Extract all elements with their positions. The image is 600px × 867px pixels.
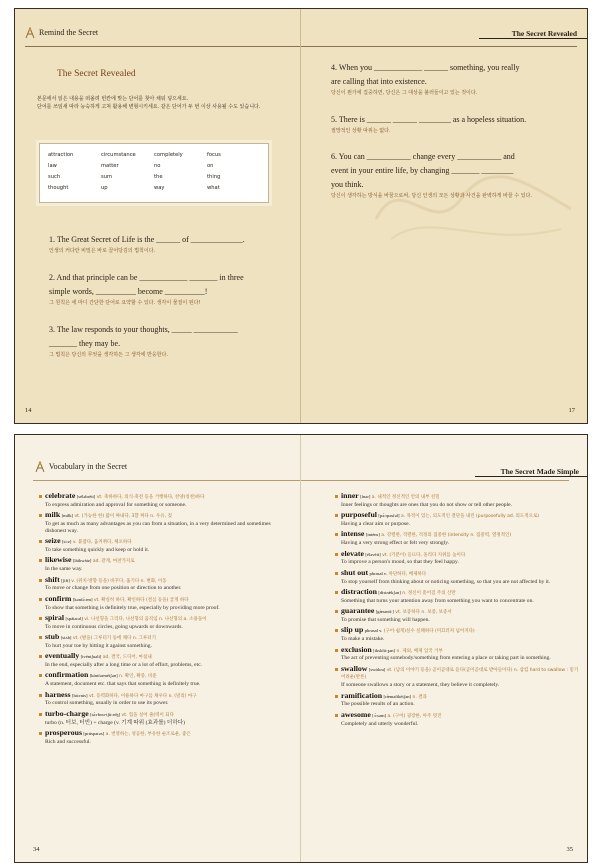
vocab-korean-meaning: a. 목적이 있는, 의도적인 결단을 내린 (purposefully ad. 의도적으로)	[400, 514, 540, 520]
word-bank-table	[48, 149, 260, 193]
vocab-word: eventually	[45, 651, 80, 661]
vocab-korean-meaning: vt. 보증하다 n. 보증, 보증서	[395, 610, 452, 616]
vocab-korean-meaning: vt. (기분이) 들뜨다, 올리다 지위를 높이다	[382, 552, 466, 558]
vocab-definition: To make a mistake.	[341, 636, 385, 643]
question-translation: 인생의 커다란 비밀은 바로 끌어당김의 법칙이다.	[49, 248, 156, 254]
vocab-entry	[39, 612, 291, 631]
question-3	[49, 323, 289, 360]
vocab-pronunciation: phrasal v.	[364, 628, 383, 634]
vocab-pronunciation: [kὰnfərméiʃən]	[89, 673, 118, 679]
vocab-korean-meaning: (구어·쉽게)실수 실패하다 (미끄러져 넘어지다)	[383, 629, 475, 635]
vocab-definition: To stop yourself from thinking about or noticing something, so that you are not affected by it.	[341, 578, 551, 585]
word-bank-cell: thing	[207, 173, 221, 180]
vocab-word: milk	[45, 510, 61, 520]
vocab-entry	[335, 627, 579, 643]
vocab-pronunciation: [swάlou]	[368, 666, 386, 672]
word-bank-cell: completely	[154, 151, 183, 158]
question-translation: 그 법칙은 당신의 무엇을 생각하든 그 생각에 반응한다.	[49, 352, 168, 358]
vocab-word: awesome	[341, 709, 371, 719]
header-title: Remind the Secret	[39, 27, 99, 37]
page-34	[15, 435, 301, 862]
vocab-definition: Having a clear aim or purpose.	[341, 520, 410, 527]
key-ornament-icon	[25, 27, 35, 39]
question-text-cont: event in your entire life, by changing _______ ________	[331, 166, 514, 175]
page-header-left	[25, 27, 98, 39]
vocab-korean-meaning: ad. 결국, 드디어, 마침내	[102, 655, 152, 661]
header-rule	[33, 480, 300, 481]
vocab-entry	[335, 493, 579, 509]
page-number: 14	[25, 407, 32, 414]
vocab-word: shut out	[341, 567, 369, 577]
vocab-word: elevate	[341, 548, 364, 558]
vocab-entry	[39, 574, 291, 593]
vocab-definition: To hurt your toe by hitting it against something.	[45, 642, 152, 649]
header-title: Vocabulary in the Secret	[48, 461, 128, 471]
question-6	[331, 150, 571, 201]
vocab-korean-meaning: a. (구어) 굉장한, 아주 멋진	[387, 713, 442, 719]
vocab-entry	[39, 672, 291, 688]
vocab-word: shift	[45, 574, 60, 584]
question-text-cont: are calling that into existence.	[331, 77, 427, 86]
vocab-word: intense	[341, 529, 365, 539]
vocab-word: inner	[341, 491, 359, 500]
vocab-definition: Inner feelings or thoughts are ones that you do not show or tell other people.	[341, 501, 513, 508]
question-text-cont: you think.	[331, 180, 364, 189]
word-bank	[39, 143, 269, 203]
vocab-word: distraction	[341, 586, 377, 596]
vocab-korean-meaning: 차단하다, 배제하다	[388, 571, 427, 577]
vocab-korean-meaning: n. 결과	[412, 694, 427, 700]
word-bank-cell: no	[154, 162, 161, 169]
question-text-cont: _______ they may be.	[49, 339, 121, 348]
vocab-definition: To move or change from one position or direction to another.	[45, 585, 182, 592]
word-bank-cell: the	[154, 173, 163, 180]
vocab-korean-meaning: vt. 확실히 하다, 확인하다 (결심 등을) 굳게 하다	[93, 597, 189, 603]
word-bank-row	[48, 171, 260, 182]
vocab-pronunciation: [tə́:rbou-tʃὰ:rdʒ]	[90, 711, 121, 717]
vocab-entry	[39, 512, 291, 534]
header-rule	[25, 46, 300, 47]
vocab-word: seize	[45, 536, 61, 546]
vocab-pronunciation: [si:z]	[62, 539, 72, 545]
vocab-entry	[335, 663, 579, 689]
vocab-word: harness	[45, 689, 71, 699]
word-bank-row	[48, 149, 260, 160]
vocab-word: prosperous	[45, 728, 82, 738]
vocab-word: purposeful	[341, 510, 377, 520]
vocab-definition: To take something quickly and keep or hold it.	[45, 546, 150, 553]
vocab-pronunciation: [distrǽkʃən]	[378, 589, 401, 595]
vocab-definition: Having a very strong effect or felt very strongly.	[341, 540, 450, 547]
page-35	[301, 435, 587, 862]
header-rule	[301, 480, 569, 481]
vocab-definition: turbo (n. 터보, 터빈) + charge (v. 기계 따위 (효과를) 더하다)	[45, 719, 186, 726]
vocab-korean-meaning: vi. 나선형을 그리다, 나선형의 움직임 n. 나선형의 a. 소용돌이	[84, 616, 207, 622]
vocab-definition: Something that turns your attention away from something you want to concentrate on.	[341, 597, 534, 604]
vocab-word: turbo-charge	[45, 708, 89, 718]
vocab-korean-meaning: v. 붙잡다, 움켜쥐다, 체포하다	[72, 540, 132, 546]
vocab-entry	[335, 608, 579, 624]
vocab-entry	[335, 690, 579, 709]
vocab-korean-meaning: v. (위치·방향 등을) 바꾸다, 옮기다 n. 변화, 이동	[71, 578, 167, 584]
word-bank-cell: matter	[101, 162, 119, 169]
vocab-entry	[39, 634, 291, 650]
vocab-entry	[335, 548, 579, 567]
vocab-list-left	[39, 493, 291, 749]
vocab-korean-meaning: vt. (가능한 한) 많이 짜내다, 3할 짜다 n. 우유, 젖	[74, 514, 172, 520]
vocab-pronunciation: phrasal v.	[369, 570, 388, 576]
question-text: 1. The Great Secret of Life is the ______ of _____________.	[49, 235, 245, 244]
question-4	[331, 61, 571, 98]
vocab-definition: To get as much as many advantages as you can from a situation, in a very determined and sometimes dishonest way.	[45, 520, 271, 534]
question-text: 2. And that principle can be ____________ _______ in three	[49, 273, 244, 282]
vocab-definition: A statement, document etc. that says that something is definitely true.	[45, 681, 201, 688]
question-translation: 당신이 뭔가에 집중하면, 당신은 그 대상을 불러들이고 있는 것이다.	[331, 90, 478, 96]
vocab-korean-meaning: a. 내적인 정신적인 안의 내부 친밀	[371, 495, 440, 500]
vocab-korean-meaning: a. 강렬한, 격렬한, 격정의 집중한 (intensity n. 집중력, 열정적인)	[381, 533, 512, 539]
vocab-korean-meaning: vt. 축하하다, 의식·축전 등을 거행하다, 찬양(칭찬)하다	[96, 495, 205, 500]
vocab-definition: Rich and successful.	[45, 738, 91, 745]
vocab-pronunciation: [stʌb]	[60, 635, 72, 641]
word-bank-cell: such	[48, 173, 61, 180]
vocab-entry	[39, 653, 291, 669]
vocab-pronunciation: [há:rnis]	[71, 692, 88, 698]
vocab-definition: Completely and utterly wonderful.	[341, 720, 419, 727]
vocab-pronunciation: [milk]	[61, 513, 74, 519]
word-bank-cell: on	[207, 162, 214, 169]
vocab-entry	[39, 730, 291, 746]
vocab-definition: To control something, usually in order to use its power.	[45, 700, 169, 707]
question-text-cont: simple words, __________ become __________!	[49, 287, 208, 296]
vocab-pronunciation: [ivéntʃuəli]	[80, 654, 102, 660]
bottom-spread	[14, 434, 588, 863]
vocab-definition: To express admiration and approval for something or someone.	[45, 501, 187, 508]
vocab-pronunciation: [éləvèit]	[365, 551, 381, 557]
vocab-korean-meaning: ad. 같게, 마찬가지로	[92, 559, 135, 565]
vocab-entry	[39, 708, 291, 727]
vocab-korean-meaning: n. 정신이 흩어짐 주의 산만	[402, 590, 456, 596]
vocab-definition: In the same way.	[45, 566, 83, 573]
question-2	[49, 271, 289, 308]
word-bank-cell: what	[207, 184, 220, 191]
header-rule	[301, 46, 577, 47]
vocab-pronunciation: [inténs]	[365, 532, 380, 538]
vocab-korean-meaning: vt. 동력화하다, 이용하다 마구를 채우다 n. (말의) 마구	[88, 693, 197, 699]
vocab-pronunciation: [pə́:rpəsfəl]	[378, 513, 400, 519]
vocab-korean-meaning: n. 확인, 확증, 비준	[119, 674, 157, 680]
vocab-definition: If someone swallows a story or a statement, they believe it completely.	[341, 682, 500, 689]
vocab-pronunciation: [ʃift]	[61, 577, 70, 583]
page-number: 35	[566, 846, 573, 853]
question-translation: 당신이 생각하는 방식을 바꿈으로써, 당신 인생의 모든 상황과 사건을 완벽하게 바꿀 수 있다.	[331, 193, 532, 199]
word-bank-cell: attraction	[48, 151, 74, 158]
vocab-entry	[39, 493, 291, 509]
vocab-word: guarantee	[341, 606, 375, 616]
vocab-word: ramification	[341, 690, 383, 700]
vocab-definition: The act of preventing somebody/something from entering a place or taking part in something.	[341, 655, 551, 662]
page-number: 17	[568, 407, 575, 414]
page-14	[15, 9, 301, 423]
question-text: 4. When you ____________ ______ something, you really	[331, 63, 520, 72]
vocab-word: celebrate	[45, 491, 76, 500]
vocab-pronunciation: [gæ̀rəntí:]	[375, 609, 394, 615]
vocab-pronunciation: [séləbrèit]	[76, 494, 96, 499]
vocab-korean-meaning: vt. (발을) 그루터기 등에 채다 n. 그루터기	[72, 636, 156, 642]
vocab-pronunciation: [spáiərəl]	[65, 615, 83, 621]
question-5	[331, 113, 581, 136]
page-header-left	[35, 461, 127, 473]
vocab-entry	[39, 538, 291, 554]
question-translation: 절망적인 상황 따위는 없다.	[331, 128, 391, 134]
vocab-definition: The possible results of an action.	[341, 701, 415, 708]
vocab-pronunciation: [ínər]	[360, 494, 371, 499]
vocab-entry	[335, 709, 579, 728]
key-ornament-icon	[35, 461, 45, 473]
vocab-word: confirmation	[45, 670, 89, 680]
vocab-entry	[335, 512, 579, 528]
vocab-entry	[335, 531, 579, 547]
vocab-word: confirm	[45, 593, 72, 603]
page-17	[301, 9, 587, 423]
top-spread	[14, 8, 588, 424]
question-text: 6. You can ___________ change every ___________ and	[331, 152, 515, 161]
vocab-definition: In the end, especially after a long time or a lot of effort, problems, etc.	[45, 662, 203, 669]
word-bank-row	[48, 160, 260, 171]
vocab-entry	[39, 689, 291, 708]
vocab-korean-meaning: n. 제외, 배제 입국 거부	[396, 648, 443, 654]
instruction-note-1: 본문에서 읽은 내용을 떠올려 빈칸에 맞는 단어를 찾아 채워 넣으세요.	[37, 96, 189, 102]
word-bank-cell: up	[101, 184, 108, 191]
vocab-word: slip up	[341, 625, 364, 635]
question-text: 3. The law responds to your thoughts, _____ ___________	[49, 325, 238, 334]
question-text: 5. There is ______ ______ ________ as a hopeless situation.	[331, 115, 527, 124]
vocab-pronunciation: [ræ̀məfikéiʃən]	[383, 693, 412, 699]
vocab-entry	[335, 586, 579, 605]
vocab-word: stub	[45, 632, 60, 642]
page-number: 34	[33, 846, 40, 853]
vocab-pronunciation: [prάspərəs]	[83, 731, 105, 737]
vocab-entry	[335, 644, 579, 663]
vocab-korean-meaning: a. 번영하는, 성공한, 부유한 순조로운, 좋은	[105, 732, 191, 738]
vocab-entry	[335, 567, 579, 586]
word-bank-cell: focus	[207, 151, 221, 158]
vocab-word: likewise	[45, 555, 72, 565]
vocab-korean-meaning: vt. 힘을 실어 줄(력이 되다	[121, 712, 174, 718]
page-header-right: The Secret Made Simple	[475, 467, 587, 477]
vocab-korean-meaning: vt. (남의 이야기 등을) 곧이곧대로 듣다(곧이곧대로 받아들이다) n. 삼킴 hard to swallow : 믿기 어려운(반론)	[341, 667, 579, 681]
instruction-note-2: 단어를 쓰임새 따라 능숙하게 고쳐 활용해 변형시키세요. 같은 단어가 두 번 이상 사용될 수도 있습니다.	[37, 104, 261, 110]
question-1	[49, 233, 289, 256]
vocab-definition: To promise that something will happen.	[341, 616, 430, 623]
word-bank-cell: circumstance	[101, 151, 136, 158]
vocab-word: swallow	[341, 663, 368, 673]
question-translation: 그 원칙은 세 마디 간단한 단어로 요약할 수 있다. 생각이 물질이 된다!	[49, 300, 201, 306]
vocab-entry	[39, 593, 291, 612]
word-bank-cell: sum	[101, 173, 113, 180]
vocab-pronunciation: [láikwàiz]	[72, 558, 92, 564]
vocab-definition: To move in continuous circles, going upwards or downwards.	[45, 623, 183, 630]
vocab-definition: To improve a person's mood, so that they feel happy.	[341, 559, 459, 566]
word-bank-row	[48, 182, 260, 193]
vocab-pronunciation: [ɔ́:səm]	[372, 712, 387, 718]
vocab-entry	[39, 557, 291, 573]
vocab-definition: To show that something is definitely true, especially by providing more proof.	[45, 604, 220, 611]
word-bank-cell: way	[154, 184, 165, 191]
page-header-right: The Secret Revealed	[479, 29, 587, 39]
vocab-list-right	[335, 493, 579, 731]
vocab-pronunciation: [iksklú:ʒən]	[373, 647, 396, 653]
vocab-word: exclusion	[341, 644, 372, 654]
vocab-pronunciation: [kənfə́:rm]	[72, 596, 93, 602]
section-title: The Secret Revealed	[57, 69, 136, 79]
vocab-word: spiral	[45, 612, 65, 622]
word-bank-cell: law	[48, 162, 57, 169]
word-bank-cell: thought	[48, 184, 69, 191]
